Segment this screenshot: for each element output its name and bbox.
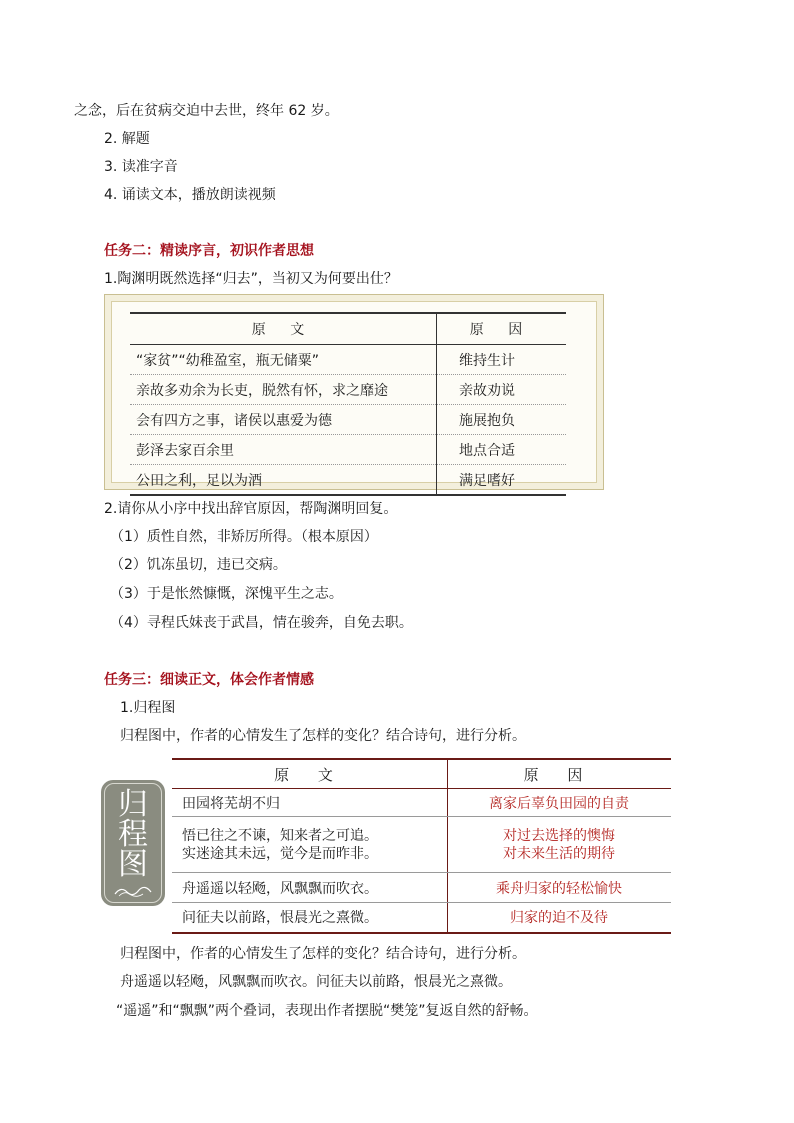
task3-table <box>172 758 671 934</box>
reason-line: 归家的迫不及待 <box>510 910 608 927</box>
analysis-line: 舟遥遥以轻飏，风飘飘而吹衣。问征夫以前路，恨晨光之熹微。 <box>120 974 512 990</box>
table-row <box>172 873 671 903</box>
table-row <box>172 903 671 933</box>
table-row <box>172 789 671 817</box>
badge-char: 程 <box>118 817 148 852</box>
cell-original-text <box>172 873 448 903</box>
verse-line: 实迷途其未远，觉今是而昨非。 <box>182 845 378 862</box>
cell-reason: 亲故劝说 <box>437 375 567 405</box>
analysis-line: 归程图中，作者的心情发生了怎样的变化？结合诗句，进行分析。 <box>120 946 526 962</box>
reason-line: 离家后辜负田园的自责 <box>489 795 629 812</box>
cell-original-text: 彭泽去家百余里 <box>130 435 437 465</box>
verse-line: 悟已往之不谏，知来者之可追。 <box>182 827 378 844</box>
task3-heading: 任务三：细读正文，体会作者情感 <box>104 672 314 688</box>
task2-table-panel <box>111 301 597 489</box>
cell-original-text: 亲故多劝余为长吏，脱然有怀，求之靡途 <box>130 375 437 405</box>
wave-ornament-icon <box>113 884 153 898</box>
table-row <box>130 435 566 465</box>
cell-reason: 维持生计 <box>437 345 567 375</box>
table-row <box>130 345 566 375</box>
analysis-line: “遥遥”和“飘飘”两个叠词，表现出作者摆脱“樊笼”复返自然的舒畅。 <box>116 1003 538 1019</box>
cell-original-text: 会有四方之事，诸侯以惠爱为德 <box>130 405 437 435</box>
cell-reason: 满足嗜好 <box>437 465 567 496</box>
table-row <box>172 817 671 873</box>
task2-question-1: 1.陶渊明既然选择“归去”，当初又为何要出仕？ <box>104 271 398 287</box>
reason-line: 乘舟归家的轻松愉快 <box>496 880 622 897</box>
reason-line: 对未来生活的期待 <box>503 845 615 862</box>
intro-line: 之念，后在贫病交迫中去世，终年 62 岁。 <box>74 103 339 119</box>
task3-question: 归程图中，作者的心情发生了怎样的变化？结合诗句，进行分析。 <box>120 728 526 744</box>
verse-line: 田园将芜胡不归 <box>182 795 280 812</box>
cell-original-text <box>172 903 448 933</box>
table-row <box>130 375 566 405</box>
table-row <box>130 405 566 435</box>
header-reason: 原 因 <box>448 759 672 789</box>
intro-line: 2. 解题 <box>104 131 150 147</box>
answer-item: （1）质性自然，非矫厉所得。（根本原因） <box>110 529 378 545</box>
cell-original-text <box>172 817 448 873</box>
intro-line: 4. 诵读文本，播放朗读视频 <box>104 187 276 203</box>
task2-table <box>130 312 566 496</box>
task2-question-2: 2.请你从小序中找出辞官原因，帮陶渊明回复。 <box>104 501 398 517</box>
task2-heading: 任务二：精读序言，初识作者思想 <box>104 243 314 259</box>
answer-item: （2）饥冻虽切，违已交病。 <box>110 557 287 573</box>
header-original-text: 原 文 <box>172 759 448 789</box>
verse-line: 问征夫以前路，恨晨光之熹微。 <box>182 910 378 927</box>
cell-reason <box>448 789 672 817</box>
badge-char: 图 <box>118 847 148 882</box>
intro-line: 3. 读准字音 <box>104 159 178 175</box>
cell-reason <box>448 817 672 873</box>
cell-original-text <box>172 789 448 817</box>
cell-reason: 施展抱负 <box>437 405 567 435</box>
task2-table-frame <box>104 294 604 490</box>
badge-char: 归 <box>118 787 148 822</box>
reason-line: 对过去选择的懊悔 <box>503 827 615 844</box>
table-row <box>130 465 566 496</box>
table-header-row <box>130 313 566 345</box>
cell-original-text: 公田之利，足以为酒 <box>130 465 437 496</box>
cell-reason <box>448 873 672 903</box>
cell-original-text: “家贫”“幼稚盈室，瓶无储粟” <box>130 345 437 375</box>
cell-reason <box>448 903 672 933</box>
cell-reason: 地点合适 <box>437 435 567 465</box>
table-header-row <box>172 759 671 789</box>
task3-subheading: 1.归程图 <box>120 700 176 716</box>
verse-line: 舟遥遥以轻飏，风飘飘而吹衣。 <box>182 880 378 897</box>
header-reason: 原 因 <box>437 313 567 345</box>
answer-item: （4）寻程氏妹丧于武昌，情在骏奔，自免去职。 <box>110 615 413 631</box>
answer-item: （3）于是怅然慷慨，深愧平生之志。 <box>110 586 343 602</box>
return-journey-badge <box>101 780 165 906</box>
header-original-text: 原 文 <box>130 313 437 345</box>
